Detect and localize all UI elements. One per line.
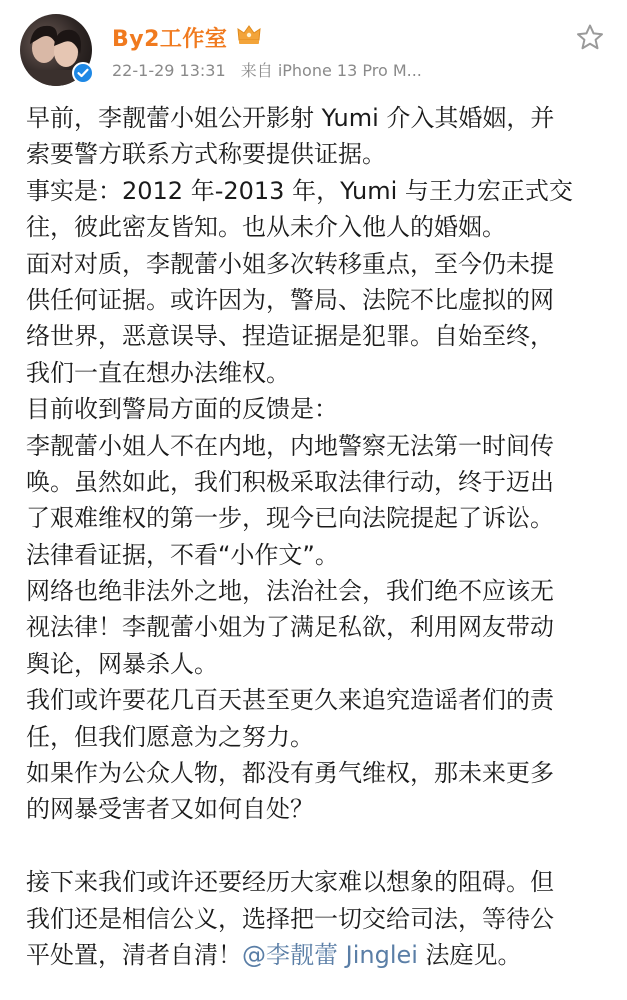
mention-wrap xyxy=(242,937,418,973)
post-line-text: 平处置，清者自清！ xyxy=(26,940,242,969)
user-name[interactable]: By2工作室 xyxy=(112,27,228,52)
post-line: 李靓蕾小姐人不在内地，内地警察无法第一时间传 xyxy=(26,431,554,460)
post-line: 了艰难维权的第一步，现今已向法院提起了诉讼。 xyxy=(26,504,554,533)
post-source: 来自 iPhone 13 Pro M... xyxy=(240,61,422,80)
post-line: 舆论，网暴杀人。 xyxy=(26,649,218,678)
post-line: 络世界，恶意误导、捏造证据是犯罪。自始至终， xyxy=(26,322,554,351)
post-line: 法律看证据，不看“小作文”。 xyxy=(26,540,339,569)
post-header xyxy=(0,0,627,92)
post-body xyxy=(26,100,616,973)
post-line: 面对对质，李靓蕾小姐多次转移重点，至今仍未提 xyxy=(26,249,554,278)
post-line: 网络也绝非法外之地，法治社会，我们绝不应该无 xyxy=(26,577,554,606)
post-line-last xyxy=(26,937,616,973)
post-timestamp: 22-1-29 13:31 xyxy=(112,61,226,80)
post-line: 目前收到警局方面的反馈是： xyxy=(26,395,338,424)
post-line: 我们还是相信公义，选择把一切交给司法，等待公 xyxy=(26,904,554,933)
post-line: 往，彼此密友皆知。也从未介入他人的婚姻。 xyxy=(26,213,506,242)
post-line-text: 法庭见。 xyxy=(417,940,522,969)
post-line: 供任何证据。或许因为，警局、法院不比虚拟的网 xyxy=(26,285,554,314)
user-mention-link[interactable]: @李靓蕾 Jinglei xyxy=(242,940,418,969)
post-line: 我们一直在想办法维权。 xyxy=(26,358,290,387)
post-line: 接下来我们或许还要经历大家难以想象的阻碍。但 xyxy=(26,868,554,897)
star-outline-icon[interactable] xyxy=(574,22,606,54)
verified-badge-icon xyxy=(72,62,94,84)
post-line: 索要警方联系方式称要提供证据。 xyxy=(26,140,386,169)
post-line: 早前，李靓蕾小姐公开影射 Yumi 介入其婚姻，并 xyxy=(26,104,555,132)
post-line: 的网暴受害者又如何自处？ xyxy=(26,795,314,824)
paragraph-gap xyxy=(26,828,616,864)
post-line: 我们或许要花几百天甚至更久来追究造谣者们的责 xyxy=(26,686,554,715)
crown-icon xyxy=(236,22,262,46)
post-line: 事实是：2012 年-2013 年，Yumi 与王力宏正式交 xyxy=(26,176,573,205)
post-line: 视法律！李靓蕾小姐为了满足私欲，利用网友带动 xyxy=(26,613,554,642)
post-line: 如果作为公众人物，都没有勇气维权，那未来更多 xyxy=(26,759,554,788)
post-line: 任，但我们愿意为之努力。 xyxy=(26,722,314,751)
post-line: 唤。虽然如此，我们积极采取法律行动，终于迈出 xyxy=(26,467,554,496)
post-meta xyxy=(112,58,472,81)
